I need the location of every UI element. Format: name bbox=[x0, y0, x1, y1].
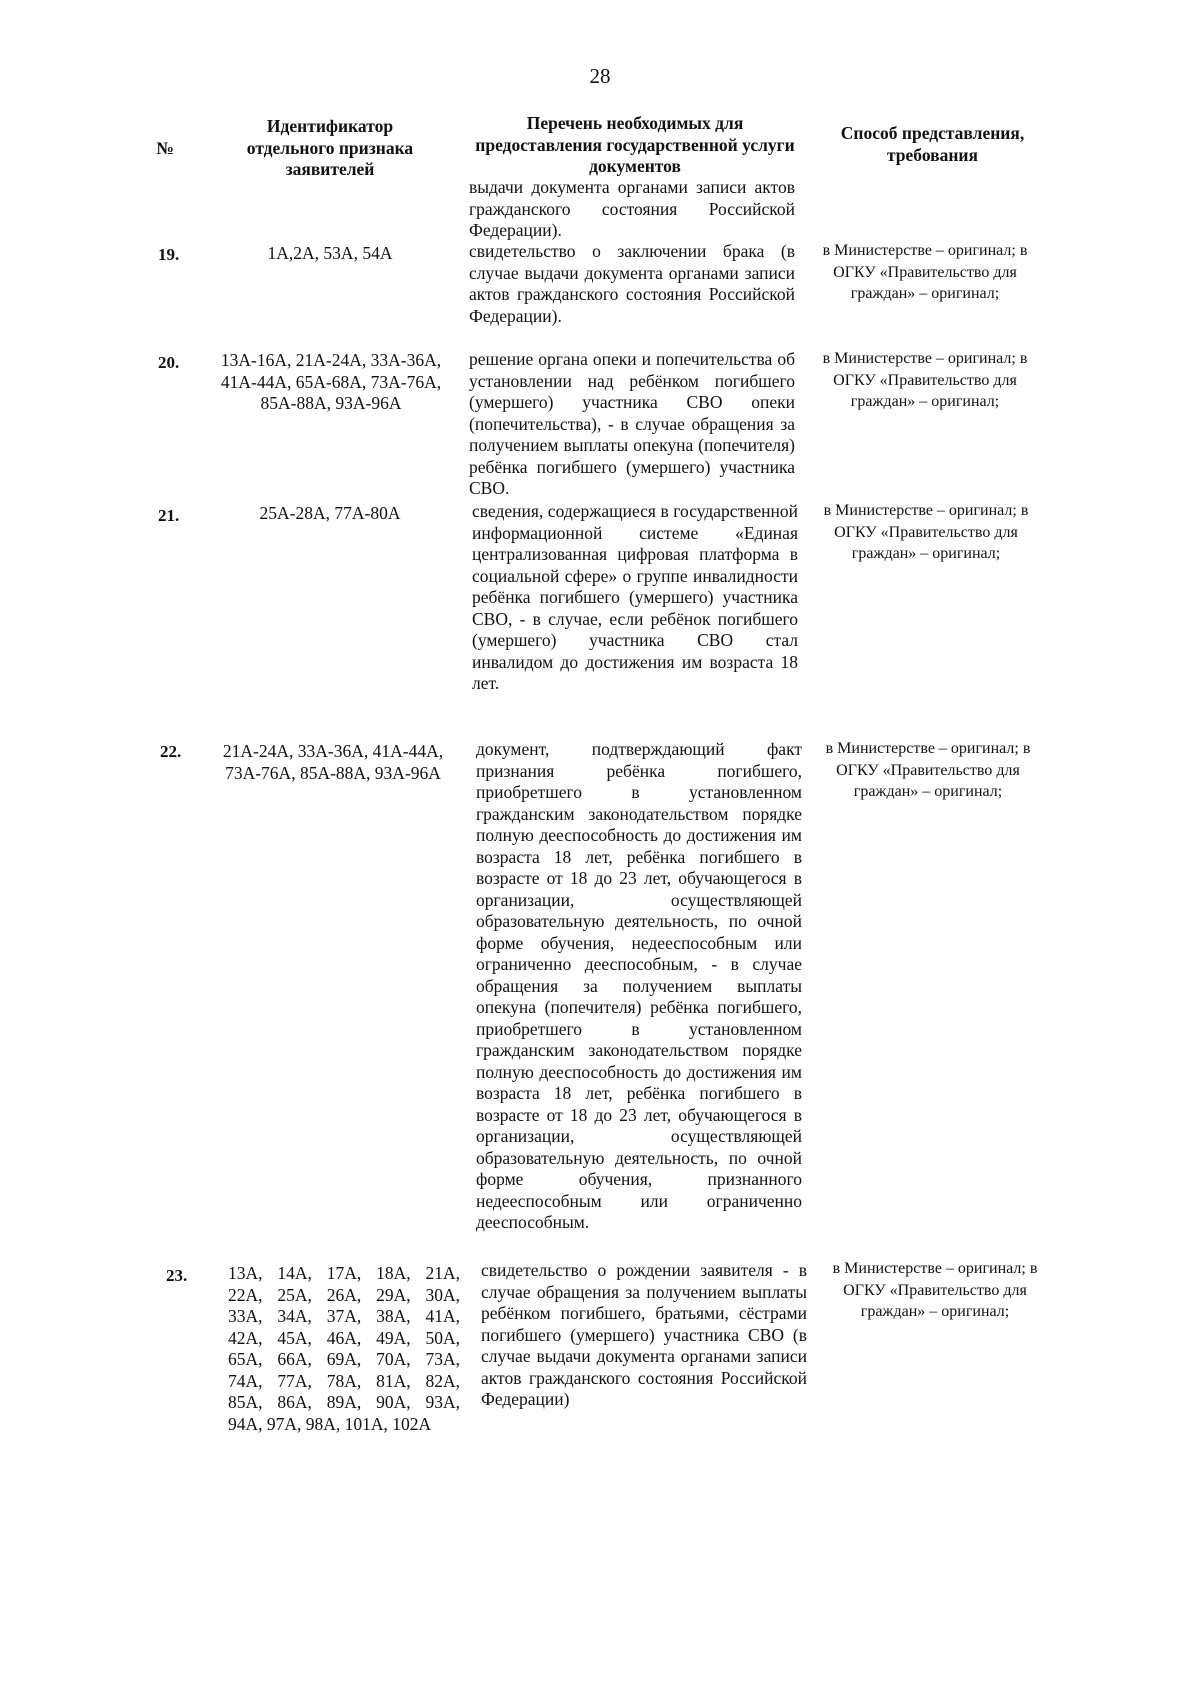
row-method: в Министерстве – оригинал; в ОГКУ «Правительство для граждан» – оригинал; bbox=[822, 350, 1028, 410]
header-method: Способ представления, требования bbox=[840, 123, 1025, 165]
row-document: решение органа опеки и попечительства об установлении над ребёнком погибшего (умершего) участника СВО опеки (попечительства), - в случае обращения за получением выплаты опекуна (попечителя) ребёнка погибшего (умершего) участника СВО. bbox=[469, 349, 795, 498]
row-identifiers: 1А,2А, 53А, 54А bbox=[267, 243, 393, 263]
identifier-line: 65А, 66А, 69А, 70А, 73А, bbox=[228, 1349, 460, 1369]
header-identifier: Идентификатор отдельного признака заявителей bbox=[246, 116, 414, 179]
row-method: в Министерстве – оригинал; в ОГКУ «Правительство для граждан» – оригинал; bbox=[822, 242, 1028, 302]
header-number: № bbox=[156, 138, 174, 158]
row-method: в Министерстве – оригинал; в ОГКУ «Правительство для граждан» – оригинал; bbox=[825, 740, 1031, 800]
row-number: 19. bbox=[158, 245, 180, 264]
row-identifiers: 25А-28А, 77А-80А bbox=[259, 503, 401, 523]
continuation-text: выдачи документа органами записи актов гражданского состояния Российской Федерации). bbox=[469, 177, 795, 240]
identifier-line: 33А, 34А, 37А, 38А, 41А, bbox=[228, 1306, 460, 1326]
identifier-line: 22А, 25А, 26А, 29А, 30А, bbox=[228, 1284, 460, 1305]
row-identifiers: 21А-24А, 33А-36А, 41А-44А, 73А-76А, 85А-88А, 93А-96А bbox=[222, 741, 444, 783]
header-documents: Перечень необходимых для предоставления государственной услуги документов bbox=[475, 113, 795, 176]
identifier-line: 13А, 14А, 17А, 18А, 21А, bbox=[228, 1263, 460, 1283]
identifier-line: 74А, 77А, 78А, 81А, 82А, bbox=[228, 1370, 460, 1391]
row-method: в Министерстве – оригинал; в ОГКУ «Правительство для граждан» – оригинал; bbox=[832, 1260, 1038, 1320]
identifier-line: 42А, 45А, 46А, 49А, 50А, bbox=[228, 1327, 460, 1348]
identifier-line: 94А, 97А, 98А, 101А, 102А bbox=[228, 1413, 432, 1434]
row-number: 21. bbox=[158, 506, 180, 525]
row-document: сведения, содержащиеся в государственной информационной системе «Единая централизованная цифровая платформа в социальной сфере» о группе инвалидности ребёнка погибшего (умершего) участника СВО, - в случае, если ребёнок погибшего (умершего) участника СВО стал инвалидом до достижения им возраста 18 лет. bbox=[472, 501, 798, 693]
row-number: 23. bbox=[166, 1266, 188, 1285]
row-identifiers: 13А-16А, 21А-24А, 33А-36А, 41А-44А, 65А-68А, 73А-76А, 85А-88А, 93А-96А bbox=[220, 350, 442, 413]
page-number: 28 bbox=[589, 64, 611, 88]
row-number: 20. bbox=[158, 353, 180, 372]
identifier-line: 85А, 86А, 89А, 90А, 93А, bbox=[228, 1392, 460, 1412]
row-document: документ, подтверждающий факт признания ребёнка погибшего, приобретшего в установленном гражданским законодательством порядке полную дееспособность до достижения им возраста 18 лет, ребёнка погибшего в возрасте от 18 до 23 лет, обучающегося в организации, осуществляющей образовательную деятельность, по очной форме обучения, недееспособным или ограниченно дееспособным, - в случае обращения за получением выплаты опекуна (попечителя) ребёнка погибшего, приобретшего в установленном гражданским законодательством порядке полную дееспособность до достижения им возраста 18 лет, ребёнка погибшего в возрасте от 18 до 23 лет, обучающегося в организации, осуществляющей образовательную деятельность, по очной форме обучения, признанного недееспособным или ограниченно дееспособным. bbox=[476, 739, 802, 1232]
row-document: свидетельство о рождении заявителя - в случае обращения за получением выплаты ребёнком погибшего, братьями, сёстрами погибшего (умершего) участника СВО (в случае выдачи документа органами записи актов гражданского состояния Российской Федерации) bbox=[481, 1260, 807, 1409]
row-identifiers bbox=[228, 1263, 460, 1435]
row-number: 22. bbox=[160, 742, 182, 761]
row-document: свидетельство о заключении брака (в случае выдачи документа органами записи актов гражданского состояния Российской Федерации). bbox=[469, 241, 795, 326]
row-method: в Министерстве – оригинал; в ОГКУ «Правительство для граждан» – оригинал; bbox=[823, 502, 1029, 562]
